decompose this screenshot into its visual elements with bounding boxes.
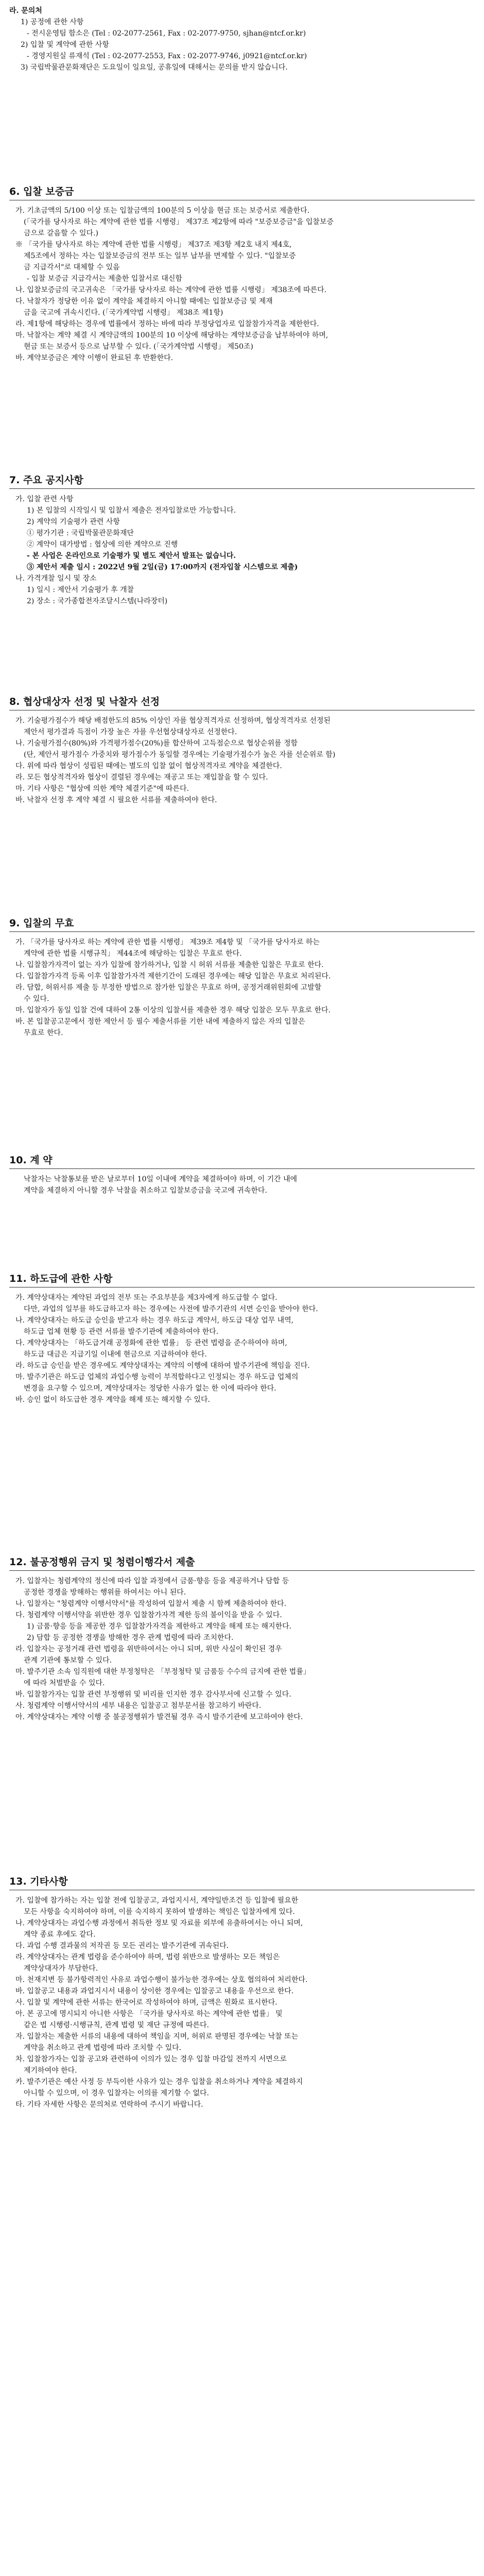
section-line: 나. 계약상대자는 과업수행 과정에서 취득한 정보 및 자료를 외부에 유출하여서는 아니 되며, [15, 1919, 303, 1927]
section-line: 현금 또는 보증서 등으로 납부할 수 있다. (「국가계약법 시행령」 제50조) [24, 343, 253, 351]
section-line: 1) 일시 : 제안서 기술평가 후 개찰 [27, 586, 134, 594]
section-line: 아. 본 공고에 명시되지 아니한 사항은 「국가를 당사자로 하는 계약에 관한 법률」 및 [15, 2010, 283, 2018]
section-line: 수 있다. [24, 995, 49, 1003]
section-line: 나. 가격개찰 일시 및 장소 [15, 574, 97, 583]
section-title: 8. 협상대상자 선정 및 낙찰자 선정 [9, 696, 160, 707]
section-title: 12. 불공정행위 금지 및 청렴이행각서 제출 [9, 1556, 195, 1568]
section-line: 계약상대자가 부담한다. [24, 1964, 98, 1973]
section-line: 가. 「국가를 당사자로 하는 계약에 관한 법률 시행령」 제39조 제4항 및 「국가를 당사자로 하는 [15, 938, 320, 946]
section-line: 타. 기타 자세한 사항은 문의처로 연락하여 주시기 바랍니다. [15, 2100, 203, 2109]
section-line: 가. 입찰자는 청렴계약의 정신에 따라 입찰 과정에서 금품·향응 등을 제공하거나 담합 등 [15, 1577, 289, 1585]
section-line: 낙찰자는 낙찰통보를 받은 날로부터 10일 이내에 계약을 체결하여야 하며, 이 기간 내에 [24, 1175, 298, 1183]
section-line: 무효로 한다. [24, 1029, 63, 1037]
contact-item: - 경영지원실 류재석 (Tel : 02-2077-2553, Fax : 02-2077-9746, j0921@ntcf.or.kr) [27, 52, 307, 60]
section-line: 마. 입찰자가 동일 입찰 건에 대하여 2통 이상의 입찰서를 제출한 경우 해당 입찰은 모두 무효로 한다. [15, 1006, 331, 1014]
section-line: 1) 금품·향응 등을 제공한 경우 입찰참가자격을 제한하고 계약을 해제 또는 해지한다. [27, 1622, 292, 1631]
section-line: 다. 청렴계약 이행서약을 위반한 경우 입찰참가자격 제한 등의 불이익을 받을 수 있다. [15, 1611, 282, 1619]
section-divider [9, 931, 475, 932]
section-divider [9, 1570, 475, 1571]
section-line: 나. 입찰보증금의 국고귀속은 「국가를 당사자로 하는 계약에 관한 법률 시행령」 제38조에 따른다. [15, 286, 327, 294]
section-line: 바. 입찰공고 내용과 과업지시서 내용이 상이한 경우에는 입찰공고 내용을 우선으로 한다. [15, 1987, 294, 1995]
section-line: 나. 계약상대자는 하도급 승인을 받고자 하는 경우 하도급 계약서, 하도급 대상 업무 내역, [15, 1316, 294, 1325]
section-line: 라. 입찰자는 공정거래 관련 법령을 위반하여서는 아니 되며, 위반 사실이 확인된 경우 [15, 1645, 282, 1653]
section-line: 변경을 요구할 수 있으며, 계약상대자는 정당한 사유가 없는 한 이에 따라야 한다. [24, 1384, 276, 1393]
section-line: 2) 담합 등 공정한 경쟁을 방해한 경우 관계 법령에 따라 조치한다. [27, 1634, 234, 1642]
section-line: 에 따라 처벌받을 수 있다. [24, 1679, 105, 1687]
section-line: 2) 장소 : 국가종합전자조달시스템(나라장터) [27, 597, 168, 605]
section-line: ③ 제안서 제출 일시 : 2022년 9월 2일(금) 17:00까지 (전자입찰 시스템으로 제출) [27, 563, 298, 571]
section-line: - 본 사업은 온라인으로 기술평가 및 별도 제안서 발표는 없습니다. [27, 552, 236, 560]
section-line: 라. 담합, 허위서류 제출 등 부정한 방법으로 참가한 입찰은 무효로 하며, 공정거래위원회에 고발할 [15, 984, 322, 992]
section-line: 라. 모든 협상적격자와 협상이 결렬된 경우에는 재공고 또는 재입찰을 할 수 있다. [15, 773, 268, 782]
section-line: 제5조에서 정하는 자는 입찰보증금의 전부 또는 일부 납부를 면제할 수 있다. "입찰보증 [24, 252, 296, 260]
section-line: 계약 종료 후에도 같다. [24, 1930, 96, 1939]
section-line: 라. 하도급 승인을 받은 경우에도 계약상대자는 계약의 이행에 대하여 발주기관에 책임을 진다. [15, 1362, 310, 1370]
section-title: 6. 입찰 보증금 [9, 186, 74, 197]
section-line: 바. 낙찰자 선정 후 계약 체결 시 필요한 서류를 제출하여야 한다. [15, 796, 217, 804]
section-line: 모든 사항을 숙지하여야 하며, 이를 숙지하지 못하여 발생하는 책임은 입찰자에게 있다. [24, 1908, 295, 1916]
section-line: 다. 계약상대자는 「하도급거래 공정화에 관한 법률」 등 관련 법령을 준수하여야 하며, [15, 1339, 287, 1347]
section-line: 가. 기술평가점수가 해당 배점한도의 85% 이상인 자를 협상적격자로 선정하며, 협상적격자로 선정된 [15, 717, 331, 725]
section-line: 관계 기관에 통보할 수 있다. [24, 1656, 112, 1665]
section-line: 마. 기타 사항은 "협상에 의한 계약 체결기준"에 따른다. [15, 785, 189, 793]
contact-heading: 라. 문의처 [9, 7, 42, 15]
section-line: 제기하여야 한다. [24, 2066, 77, 2075]
section-title: 11. 하도급에 관한 사항 [9, 1273, 113, 1284]
section-title: 7. 주요 공지사항 [9, 474, 83, 486]
contact-item: 2) 입찰 및 계약에 관한 사항 [21, 41, 109, 49]
section-line: 금을 국고에 귀속시킨다. (「국가계약법 시행령」 제38조 제1항) [24, 309, 223, 317]
section-line: 차. 입찰참가자는 입찰 공고와 관련하여 이의가 있는 경우 입찰 마감일 전까지 서면으로 [15, 2055, 287, 2063]
section-line: 계약을 체결하지 아니할 경우 낙찰을 취소하고 입찰보증금을 국고에 귀속한다. [24, 1187, 267, 1195]
contact-item: 3) 국립박물관문화재단은 도요일이 일요일, 공휴일에 대해서는 문의를 받지 않습니다. [21, 63, 288, 72]
section-title: 9. 입찰의 무효 [9, 918, 74, 929]
section-divider [9, 1168, 475, 1169]
section-line: 바. 계약보증금은 계약 이행이 완료된 후 반환한다. [15, 354, 174, 362]
section-line: - 입찰 보증금 지급각서는 제출한 입찰서로 대신함 [27, 275, 182, 283]
section-line: (「국가를 당사자로 하는 계약에 관한 법률 시행령」 제37조 제2항에 따라 "보증보증금"을 입찰보증 [24, 218, 334, 226]
section-line: 금 지급각서"로 대체할 수 있음 [24, 263, 120, 272]
section-line: 다. 낙찰자가 정당한 이유 없이 계약을 체결하지 아니할 때에는 입찰보증금 및 제재 [15, 297, 273, 306]
section-line: 계약에 관한 법률 시행규칙」 제44조에 해당하는 입찰은 무효로 한다. [24, 950, 242, 958]
section-line: 아니할 수 있으며, 이 경우 입찰자는 이의를 제기할 수 없다. [24, 2089, 210, 2097]
section-line: ※ 「국가를 당사자로 하는 계약에 관한 법률 시행령」 제37조 제3항 제2호 내지 제4호, [15, 241, 292, 249]
section-line: 마. 발주기관은 하도급 업체의 과업수행 능력이 부적합하다고 인정되는 경우 하도급 업체의 [15, 1373, 299, 1381]
section-line: 가. 기초금액의 5/100 이상 또는 입찰금액의 100분의 5 이상을 현금 또는 보증서로 제출한다. [15, 207, 310, 215]
section-line: 2) 계약의 기술평가 관련 사항 [27, 518, 120, 526]
section-line: 다만, 과업의 일부를 하도급하고자 하는 경우에는 사전에 발주기관의 서면 승인을 받아야 한다. [24, 1305, 318, 1313]
section-line: 하도급 대금은 지급기일 이내에 현금으로 지급하여야 한다. [24, 1350, 207, 1359]
section-line: 마. 발주기관 소속 임직원에 대한 부정청탁은 「부정청탁 및 금품등 수수의 금지에 관한 법률」 [15, 1668, 310, 1676]
section-line: 공정한 경쟁을 방해하는 행위를 하여서는 아니 된다. [24, 1588, 186, 1597]
section-line: 가. 입찰 관련 사항 [15, 495, 74, 503]
section-line: 1) 본 입찰의 시작일시 및 입찰서 제출은 전자입찰로만 가능합니다. [27, 506, 236, 515]
section-line: 같은 법 시행령·시행규칙, 관계 법령 및 재단 규정에 따른다. [24, 2021, 210, 2029]
section-line: 다. 위에 따라 협상이 성립된 때에는 별도의 입찰 없이 협상적격자로 계약을 체결한다. [15, 762, 282, 770]
section-line: 계약을 취소하고 관계 법령에 따라 조치할 수 있다. [24, 2044, 182, 2052]
section-title: 13. 기타사항 [9, 1876, 68, 1887]
contact-item: - 전시운영팀 함소은 (Tel : 02-2077-2561, Fax : 02-2077-9750, sjhan@ntcf.or.kr) [27, 29, 306, 38]
section-line: 라. 제1항에 해당하는 경우에 법률에서 정하는 바에 따라 부정당업자로 입찰참가자격을 제한한다. [15, 320, 319, 328]
section-line: 나. 기술평가점수(80%)와 가격평가점수(20%)를 합산하여 고득점순으로 협상순위를 정함 [15, 739, 298, 748]
section-line: 가. 입찰에 참가하는 자는 입찰 전에 입찰공고, 과업지시서, 계약일반조건 등 입찰에 필요한 [15, 1896, 299, 1905]
section-line: 라. 계약상대자는 관계 법령을 준수하여야 하며, 법령 위반으로 발생하는 모든 책임은 [15, 1953, 280, 1961]
section-line: (단, 제안서 평가점수 가중치와 평가점수가 동일할 경우에는 기술평가점수가 높은 자를 선순위로 함) [24, 751, 336, 759]
section-divider [9, 488, 475, 489]
section-line: 나. 입찰참가자격이 없는 자가 입찰에 참가하거나, 입찰 시 허위 서류를 제출한 입찰은 무효로 한다. [15, 961, 324, 969]
section-line: 금으로 갈음할 수 있다.) [24, 229, 98, 238]
section-line: 하도급 업체 현황 등 관련 서류를 발주기관에 제출하여야 한다. [24, 1328, 219, 1336]
contact-item: 1) 공정에 관한 사항 [21, 18, 84, 26]
section-line: 바. 승인 없이 하도급한 경우 계약을 해제 또는 해지할 수 있다. [15, 1396, 210, 1404]
section-line: 아. 계약상대자는 계약 이행 중 불공정행위가 발견될 경우 즉시 발주기관에 보고하여야 한다. [15, 1713, 303, 1721]
section-line: 마. 천재지변 등 불가항력적인 사유로 과업수행이 불가능한 경우에는 상호 협의하여 처리한다. [15, 1976, 308, 1984]
section-line: 카. 발주기관은 예산 사정 등 부득이한 사유가 있는 경우 입찰을 취소하거나 계약을 체결하지 [15, 2078, 303, 2086]
section-line: 사. 입찰 및 계약에 관한 서류는 한국어로 작성하여야 하며, 금액은 원화로 표시한다. [15, 1998, 278, 2007]
section-line: 다. 과업 수행 결과물의 저작권 등 모든 권리는 발주기관에 귀속된다. [15, 1942, 229, 1950]
section-line: 바. 본 입찰공고문에서 정한 제안서 등 필수 제출서류를 기한 내에 제출하지 않은 자의 입찰은 [15, 1018, 305, 1026]
section-line: 사. 청렴계약 이행서약서의 세부 내용은 입찰공고 첨부문서를 참고하기 바란다. [15, 1702, 262, 1710]
section-line: 바. 입찰참가자는 입찰 관련 부정행위 및 비리를 인지한 경우 감사부서에 신고할 수 있다. [15, 1690, 291, 1699]
section-line: 제안서 평가결과 득점이 가장 높은 자를 우선협상대상자로 선정한다. [24, 728, 237, 736]
section-line: 가. 계약상대자는 계약된 과업의 전부 또는 주요부분을 제3자에게 하도급할 수 없다. [15, 1294, 278, 1302]
section-line: 다. 입찰참가자격 등록 이후 입찰참가자격 제한기간이 도래된 경우에는 해당 입찰은 무효로 처리된다. [15, 972, 331, 980]
section-line: 마. 낙찰자는 계약 체결 시 계약금액의 100분의 10 이상에 해당하는 계약보증금을 납부하여야 하며, [15, 331, 329, 340]
section-title: 10. 계 약 [9, 1155, 53, 1166]
section-line: 나. 입찰자는 "청렴계약 이행서약서"를 작성하여 입찰서 제출 시 함께 제출하여야 한다. [15, 1600, 287, 1608]
section-line: 자. 입찰자는 제출한 서류의 내용에 대하여 책임을 지며, 허위로 판명된 경우에는 낙찰 또는 [15, 2032, 299, 2041]
section-line: ② 계약이 대가방법 : 협상에 의한 계약으로 진행 [27, 540, 178, 549]
section-line: ① 평가기관 : 국립박물관문화재단 [27, 529, 134, 537]
